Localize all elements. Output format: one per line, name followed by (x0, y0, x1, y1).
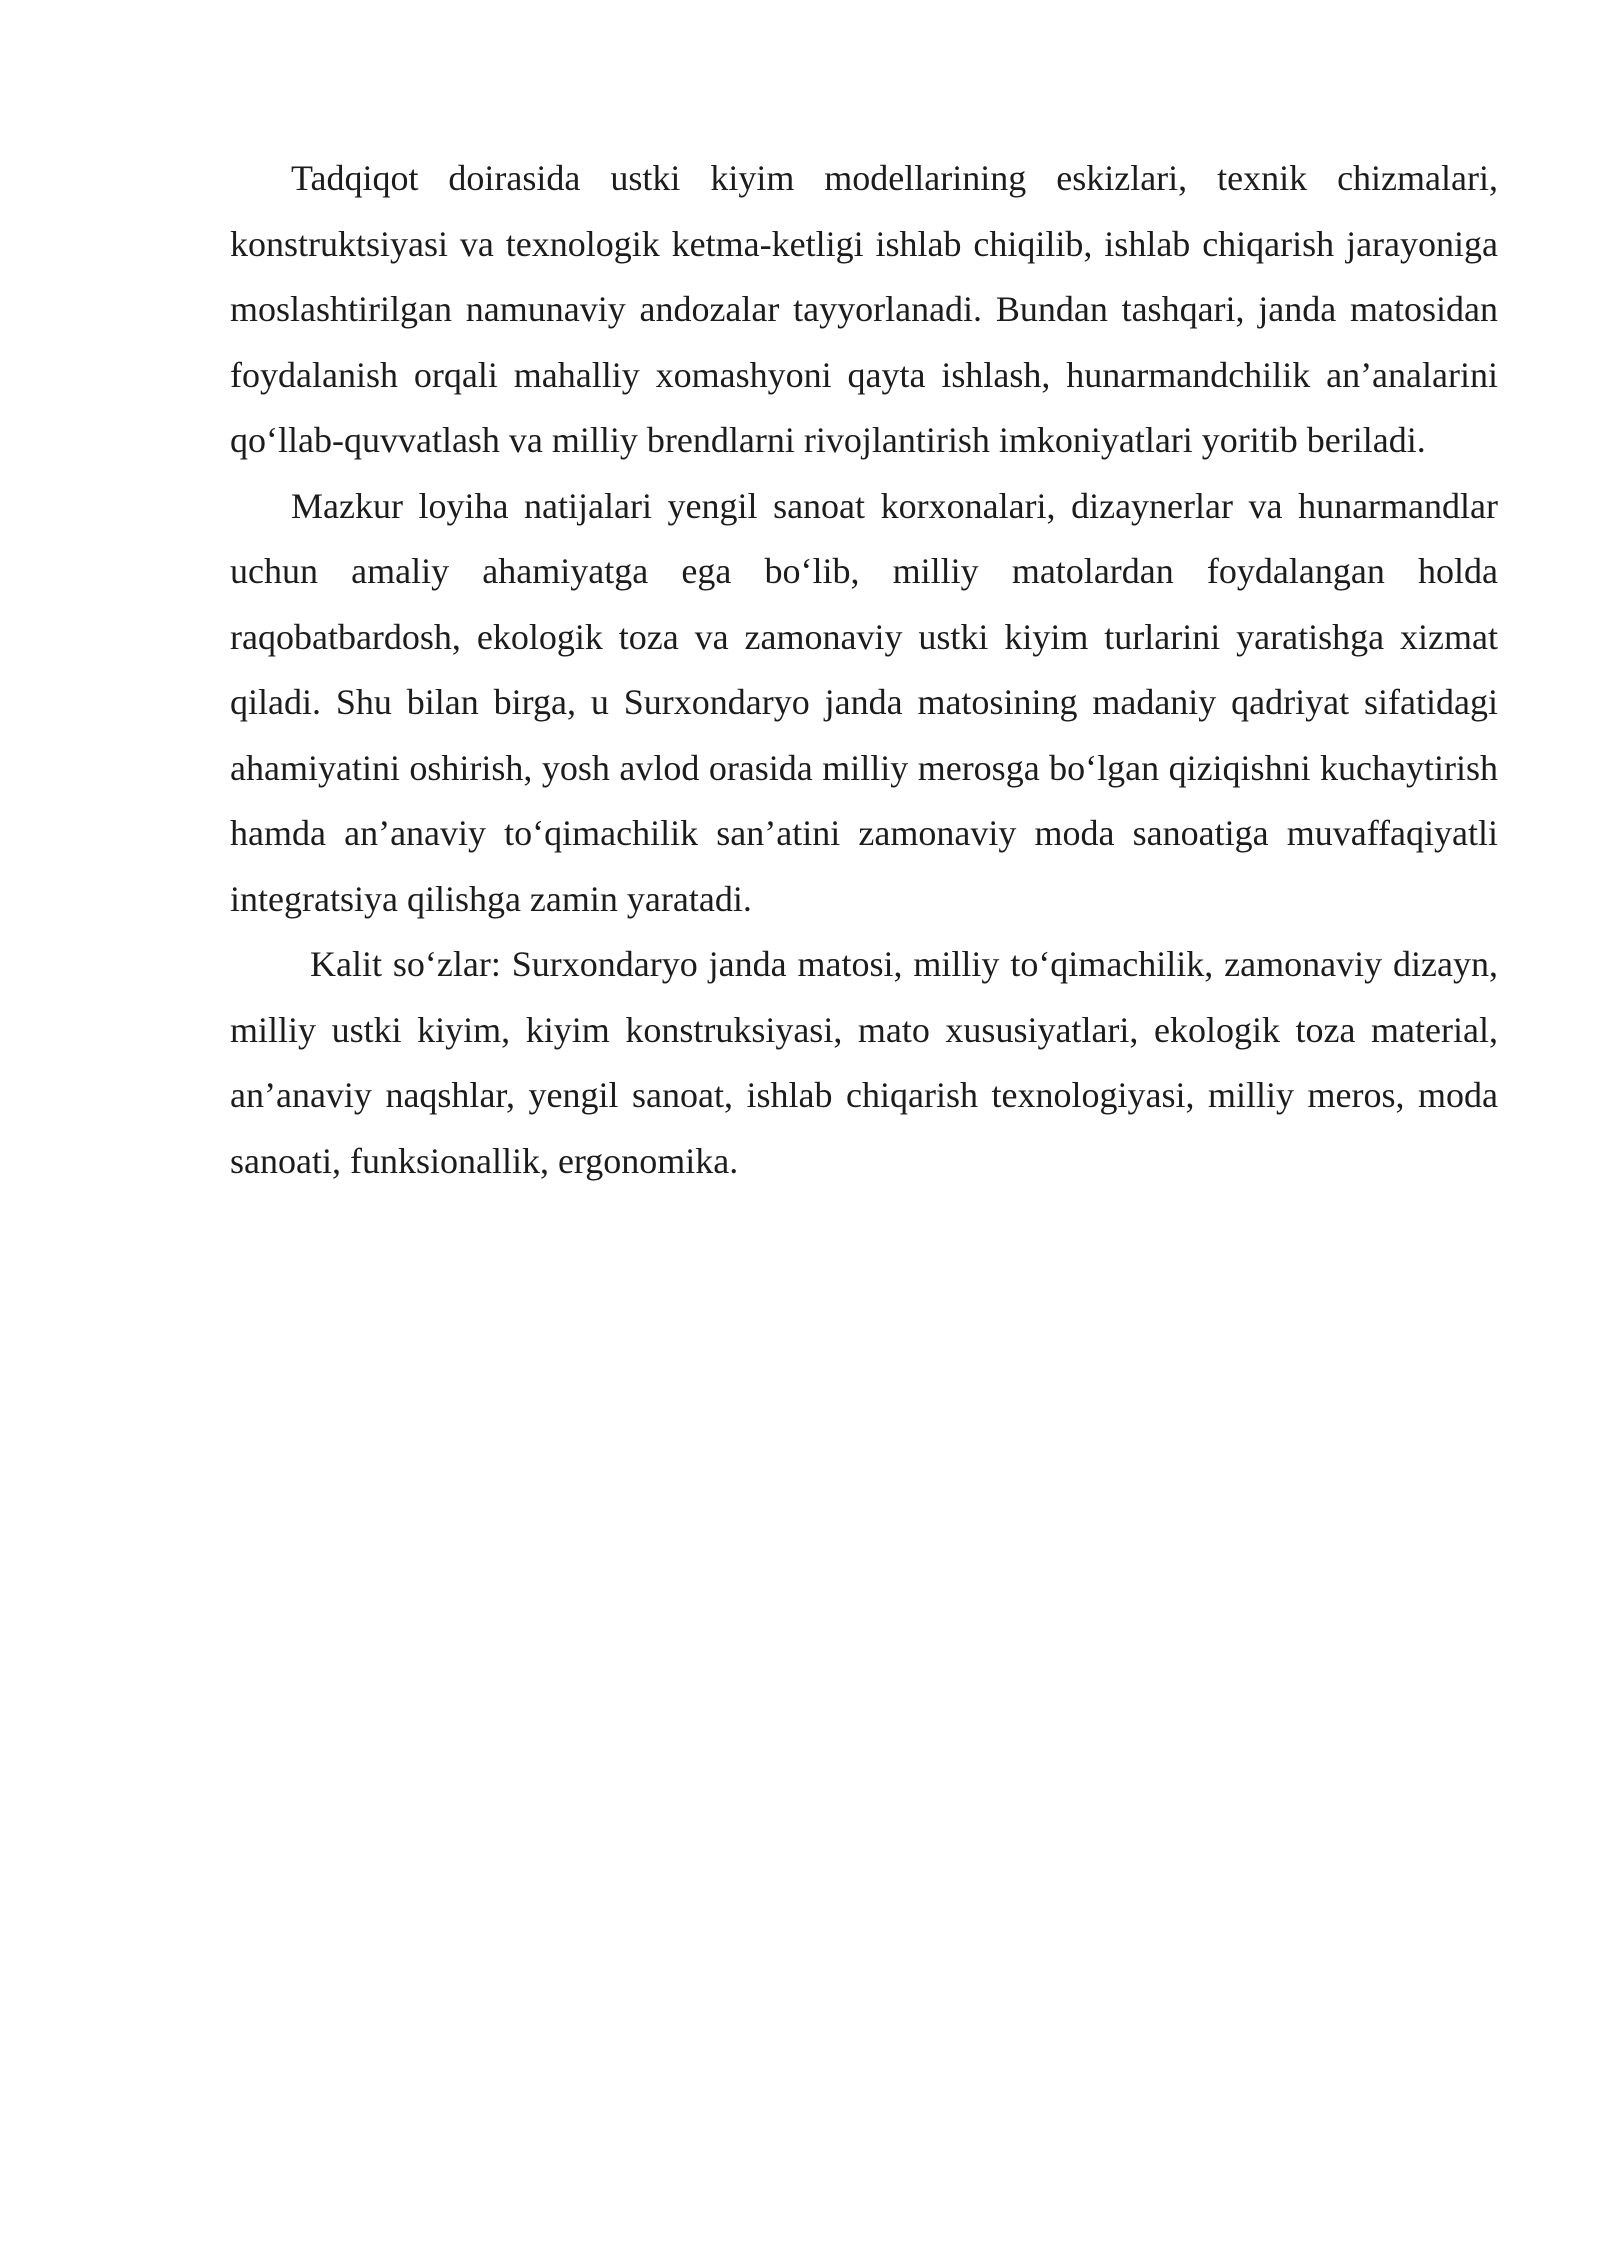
document-body (230, 146, 1498, 1194)
paragraph-keywords: Kalit so‘zlar: Surxondaryo janda matosi, milliy to‘qimachilik, zamonaviy dizayn, milliy ustki kiyim, kiyim konstruksiyasi, mato xususiyatlari, ekologik toza material, an’anaviy naqshlar, yengil sanoat, ishlab chiqarish texnologiyasi, milliy meros, moda sanoati, funksionallik, ergonomika. (230, 944, 1498, 1181)
paragraph-research-scope: Tadqiqot doirasida ustki kiyim modellarining eskizlari, texnik chizmalari, konstruktsiyasi va texnologik ketma-ketligi ishlab chiqilib, ishlab chiqarish jarayoniga moslashtirilgan namunaviy andozalar tayyorlanadi. Bundan tashqari, janda matosidan foydalanish orqali mahalliy xomashyoni qayta ishlash, hunarmandchilik an’analarini qo‘llab-quvvatlash va milliy brendlarni rivojlantirish imkoniyatlari yoritib beriladi. (230, 158, 1498, 460)
paragraph-project-results: Mazkur loyiha natijalari yengil sanoat korxonalari, dizaynerlar va hunarmandlar uchun amaliy ahamiyatga ega bo‘lib, milliy matolardan foydalangan holda raqobatbardosh, ekologik toza va zamonaviy ustki kiyim turlarini yaratishga xizmat qiladi. Shu bilan birga, u Surxondaryo janda matosining madaniy qadriyat sifatidagi ahamiyatini oshirish, yosh avlod orasida milliy merosga bo‘lgan qiziqishni kuchaytirish hamda an’anaviy to‘qimachilik san’atini zamonaviy moda sanoatiga muvaffaqiyatli integratsiya qilishga zamin yaratadi. (230, 485, 1498, 919)
